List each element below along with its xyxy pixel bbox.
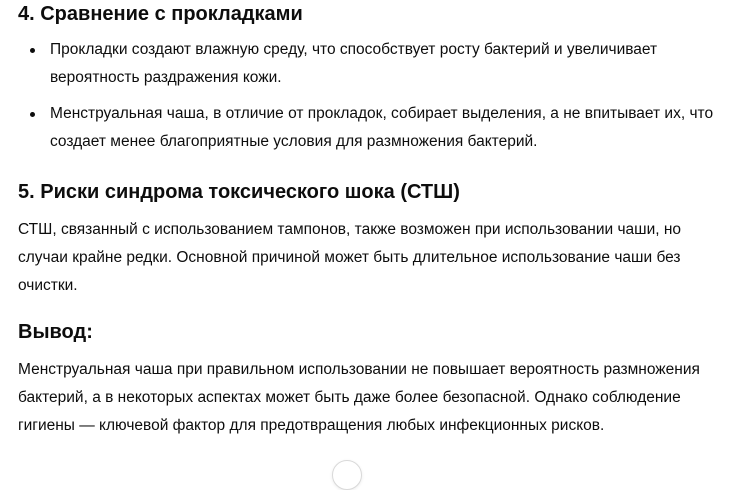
conclusion-paragraph: Менструальная чаша при правильном использовании не повышает вероятность размножения бактерий, а в некоторых аспектах может быть даже более безопасной. Однако соблюдение гигиены — ключевой фактор для предотвращения любых инфекционных рисков. xyxy=(18,361,700,434)
bullet-icon xyxy=(30,48,35,53)
list-item-text: Прокладки создают влажную среду, что способствует росту бактерий и увеличивает вероятность раздражения кожи. xyxy=(50,41,658,86)
section-4-heading: 4. Сравнение с прокладками xyxy=(18,3,303,25)
section-5-heading: 5. Риски синдрома токсического шока (СТШ) xyxy=(18,181,460,203)
conclusion-heading: Вывод: xyxy=(18,321,93,343)
bullet-icon xyxy=(30,112,35,117)
section-5-paragraph: СТШ, связанный с использованием тампонов, также возможен при использовании чаши, но случаи крайне редки. Основной причиной может быть длительное использование чаши без очистки. xyxy=(18,221,682,294)
section-4-bullet-list-2 xyxy=(18,100,730,156)
list-item xyxy=(18,100,730,156)
scroll-to-bottom-button[interactable] xyxy=(332,460,362,490)
section-4-bullet-list xyxy=(18,36,730,92)
list-item xyxy=(18,36,730,92)
list-item-text: Менструальная чаша, в отличие от прокладок, собирает выделения, а не впитывает их, что создает менее благоприятные условия для размножения бактерий. xyxy=(50,105,714,150)
